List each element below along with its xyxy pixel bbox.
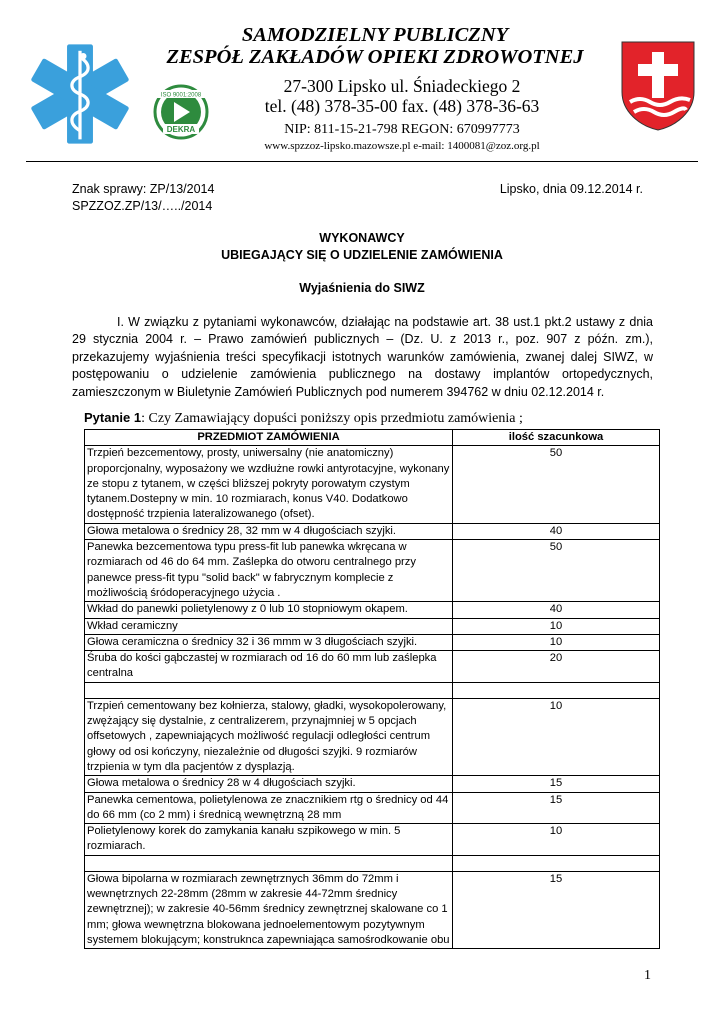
medical-star-of-life-logo <box>26 40 134 148</box>
institution-nip-regon: NIP: 811-15-21-798 REGON: 670997773 <box>284 122 520 137</box>
item-quantity: 50 <box>453 446 660 523</box>
table-row <box>85 634 660 650</box>
table-row <box>85 871 660 948</box>
item-quantity: 10 <box>453 698 660 775</box>
item-description <box>85 682 453 698</box>
addressee-line1: WYKONAWCY <box>319 231 405 245</box>
item-description: Wkład do panewki polietylenowy z 0 lub 10 stopniowym okapem. <box>85 602 453 618</box>
item-quantity: 10 <box>453 634 660 650</box>
coat-of-arms-emblem <box>620 40 696 132</box>
item-description: Głowa metalowa o średnicy 28 w 4 długościach szyjki. <box>85 776 453 792</box>
question-1-text: : Czy Zamawiający dopuści poniższy opis przedmiotu zamówienia ; <box>141 411 523 426</box>
item-description: Panewka bezcementowa typu press-fit lub panewka wkręcana w rozmiarach od 46 do 64 mm. Zaślepka do otworu centralnego przy panewce press-fit typu "solid back" w fabrycznym komplecie z możliwością śródoperacyjnego użycia . <box>85 540 453 602</box>
item-quantity: 40 <box>453 523 660 539</box>
table-row <box>85 446 660 523</box>
institution-name-line2: ZESPÓŁ ZAKŁADÓW OPIEKI ZDROWOTNEJ <box>166 46 584 68</box>
intro-paragraph: I. W związku z pytaniami wykonawców, działając na podstawie art. 38 ust.1 pkt.2 ustawy z dnia 29 stycznia 2004 r. – Prawo zamówień publicznych – (Dz. U. z 2013 r., poz. 907 z późn. zm.), przekazujemy wyjaśnienia treści specyfikacji istotnych warunków zamówienia, zwanej dalej SIWZ, w postępowaniu o udzielenie zamówienia publicznego na dostawy implantów ortopedycznych, zamieszczonym w Biuletynie Zamówień Publicznych pod numerem 394762 w dniu 02.12.2014 r. <box>72 315 653 399</box>
item-quantity <box>453 682 660 698</box>
item-description: Głowa ceramiczna o średnicy 32 i 36 mmm w 3 długościach szyjki. <box>85 634 453 650</box>
table-row <box>85 682 660 698</box>
table-body <box>85 446 660 949</box>
item-quantity: 40 <box>453 602 660 618</box>
item-quantity: 15 <box>453 776 660 792</box>
table-row <box>85 776 660 792</box>
table-row <box>85 540 660 602</box>
item-quantity: 50 <box>453 540 660 602</box>
order-items-table <box>84 429 660 949</box>
document-date: Lipsko, dnia 09.12.2014 r. <box>499 182 643 196</box>
table-row <box>85 855 660 871</box>
item-description: Panewka cementowa, polietylenowa ze znacznikiem rtg o średnicy od 44 do 66 mm (co 2 mm) i średnicą wewnętrzną 28 mm <box>85 792 453 824</box>
item-description: Głowa bipolarna w rozmiarach zewnętrznych 36mm do 72mm i wewnętrznych 22-28mm (28mm w zakresie 44-72mm średnicy zewnętrznej); w zakresie 40-56mm średnicy zewnętrznej skalowane co 1 mm; głowa wewnętrzna blokowana jednoelementowym pozytywnym systemem blokującym; konstruknca zapewniająca samośrodkowanie obu <box>85 871 453 948</box>
item-description: Głowa metalowa o średnicy 28, 32 mm w 4 długościach szyjki. <box>85 523 453 539</box>
institution-address: 27-300 Lipsko ul. Śniadeckiego 2 <box>283 76 521 96</box>
badge-dekra-text: DEKRA <box>166 125 196 134</box>
institution-web-email: www.spzzoz-lipsko.mazowsze.pl e-mail: 1400081@zoz.org.pl <box>264 140 540 152</box>
table-header-row <box>85 430 660 446</box>
item-description: Śruba do kości gąbczastej w rozmiarach od 16 do 60 mm lub zaślepka centralna <box>85 651 453 683</box>
item-quantity <box>453 855 660 871</box>
table-row <box>85 523 660 539</box>
document-subject: Wyjaśnienia do SIWZ <box>299 281 425 295</box>
iso-certification-badge <box>153 84 209 140</box>
badge-iso-text: ISO 9001:2008 <box>160 92 202 99</box>
institution-phone: tel. (48) 378-35-00 fax. (48) 378-36-63 <box>264 96 540 116</box>
item-quantity: 15 <box>453 871 660 948</box>
page-number: 1 <box>644 968 651 983</box>
table-row <box>85 698 660 775</box>
table-row <box>85 602 660 618</box>
table-row <box>85 651 660 683</box>
item-description: Trzpień bezcementowy, prosty, uniwersalny (nie anatomiczny) proporcjonalny, wyposażony we wzdłużne rowki antyrotacyjne, wykonany ze stopu z tytanem, w części bliższej pokryty porowatym czystym tytanem.Dostepny w min. 10 rozmiarach, konus V40. Dodatkowo dostępność trzpienia lateralizowanego (ofset). <box>85 446 453 523</box>
item-quantity: 20 <box>453 651 660 683</box>
question-1 <box>84 410 523 427</box>
item-description <box>85 855 453 871</box>
table-row <box>85 824 660 856</box>
question-1-label: Pytanie 1 <box>84 410 142 425</box>
item-quantity: 10 <box>453 618 660 634</box>
case-number-secondary: SPZZOZ.ZP/13/…../2014 <box>72 199 213 213</box>
item-description: Polietylenowy korek do zamykania kanału szpikowego w min. 5 rozmiarach. <box>85 824 453 856</box>
item-quantity: 10 <box>453 824 660 856</box>
column-header-item: PRZEDMIOT ZAMÓWIENIA <box>85 430 453 446</box>
item-description: Trzpień cementowany bez kołnierza, stalowy, gładki, wysokopolerowany, zwężający się dystalnie, z centralizerem, przynajmniej w 5 opcjach offsetowych , zapewniających możliwość regulacji odległości centrum głowy od osi kończyny, niezależnie od długości szyjki. 9 rozmiarów trzpienia w tym dla pacjentów z dysplazją. <box>85 698 453 775</box>
column-header-quantity: ilość szacunkowa <box>453 430 660 446</box>
addressee-line2: UBIEGAJĄCY SIĘ O UDZIELENIE ZAMÓWIENIA <box>221 248 503 262</box>
item-quantity: 15 <box>453 792 660 824</box>
institution-name-line1: SAMODZIELNY PUBLICZNY <box>241 24 509 46</box>
item-description: Wkład ceramiczny <box>85 618 453 634</box>
table-row <box>85 792 660 824</box>
header-divider <box>26 161 698 162</box>
case-number: Znak sprawy: ZP/13/2014 <box>72 182 215 196</box>
table-row <box>85 618 660 634</box>
